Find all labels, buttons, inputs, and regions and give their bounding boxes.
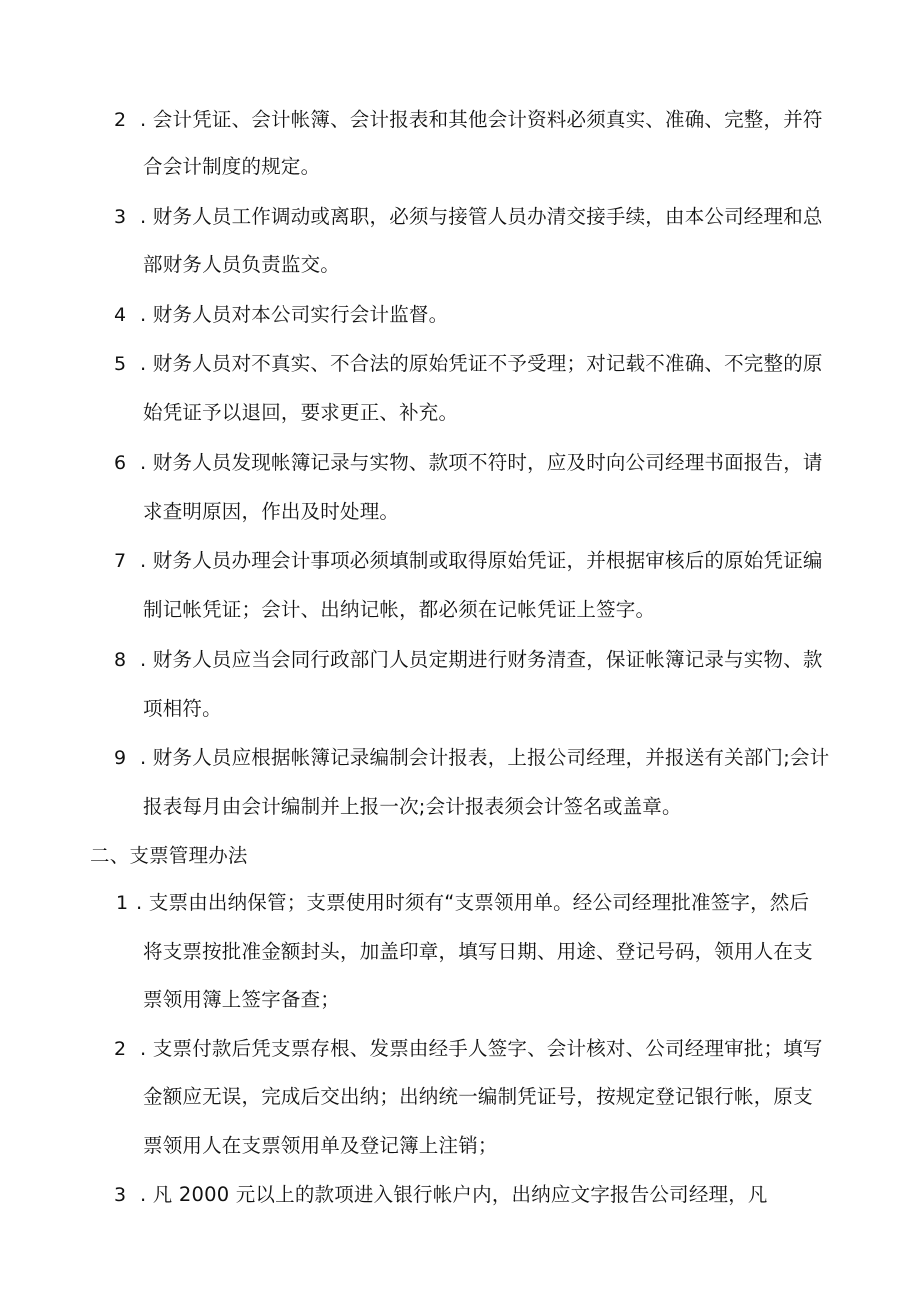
item-text-line: . 支票由出纳保管；支票使用时须有“支票领用单。经公司经理批准签字，然后 (136, 891, 810, 914)
item-number: 8 (114, 649, 127, 671)
item-text-line: 部财务人员负责监交。 (143, 253, 341, 276)
item-number: 9 (114, 747, 127, 769)
item-text-line: 票领用簿上签字备查； (143, 988, 341, 1011)
item-text-line: . 凡 2000 元以上的款项进入银行帐户内，出纳应文字报告公司经理，凡 (140, 1183, 768, 1206)
item-text-line: 项相符。 (143, 697, 222, 720)
item-number: 7 (114, 550, 127, 572)
item-number: 3 (114, 206, 127, 228)
item-text-line: . 会计凭证、会计帐簿、会计报表和其他会计资料必须真实、准确、完整，并符 (140, 108, 823, 131)
item-number: 5 (114, 353, 127, 375)
item-text-line: 始凭证予以退回，要求更正、补充。 (143, 401, 459, 424)
item-number: 2 (114, 109, 127, 131)
item-text-line: . 财务人员应根据帐簿记录编制会计报表，上报公司经理，并报送有关部门;会计 (140, 746, 830, 769)
item-text-line: 报表每月由会计编制并上报一次;会计报表须会计签名或盖章。 (143, 795, 682, 818)
item-text-line: . 财务人员对本公司实行会计监督。 (140, 303, 449, 326)
item-number: 2 (114, 1038, 127, 1060)
item-text-line: . 财务人员对不真实、不合法的原始凭证不予受理；对记载不准确、不完整的原 (140, 352, 823, 375)
item-number: 6 (114, 452, 127, 474)
item-text-line: 金额应无误，完成后交出纳；出纳统一编制凭证号，按规定登记银行帐，原支 (143, 1085, 813, 1108)
item-number: 1 (116, 892, 129, 914)
item-text-line: 将支票按批准金额封头，加盖印章，填写日期、用途、登记号码，领用人在支 (143, 940, 813, 963)
item-text-line: 制记帐凭证；会计、出纳记帐，都必须在记帐凭证上签字。 (143, 598, 656, 621)
item-text-line: . 财务人员应当会同行政部门人员定期进行财务清查，保证帐簿记录与实物、款 (140, 648, 823, 671)
item-text-line: . 财务人员发现帐簿记录与实物、款项不符时，应及时向公司经理书面报告，请 (140, 451, 823, 474)
item-text-line: 合会计制度的规定。 (143, 155, 321, 178)
item-number: 4 (114, 304, 127, 326)
item-text-line: . 财务人员办理会计事项必须填制或取得原始凭证，并根据审核后的原始凭证编 (140, 549, 823, 572)
item-number: 3 (114, 1184, 127, 1206)
item-text-line: 票领用人在支票领用单及登记簿上注销； (143, 1134, 498, 1157)
item-text-line: . 支票付款后凭支票存根、发票由经手人签字、会计核对、公司经理审批；填写 (140, 1037, 823, 1060)
section-heading: 二、支票管理办法 (90, 844, 248, 867)
item-text-line: 求查明原因，作出及时处理。 (143, 500, 400, 523)
item-text-line: . 财务人员工作调动或离职，必须与接管人员办清交接手续，由本公司经理和总 (140, 205, 823, 228)
